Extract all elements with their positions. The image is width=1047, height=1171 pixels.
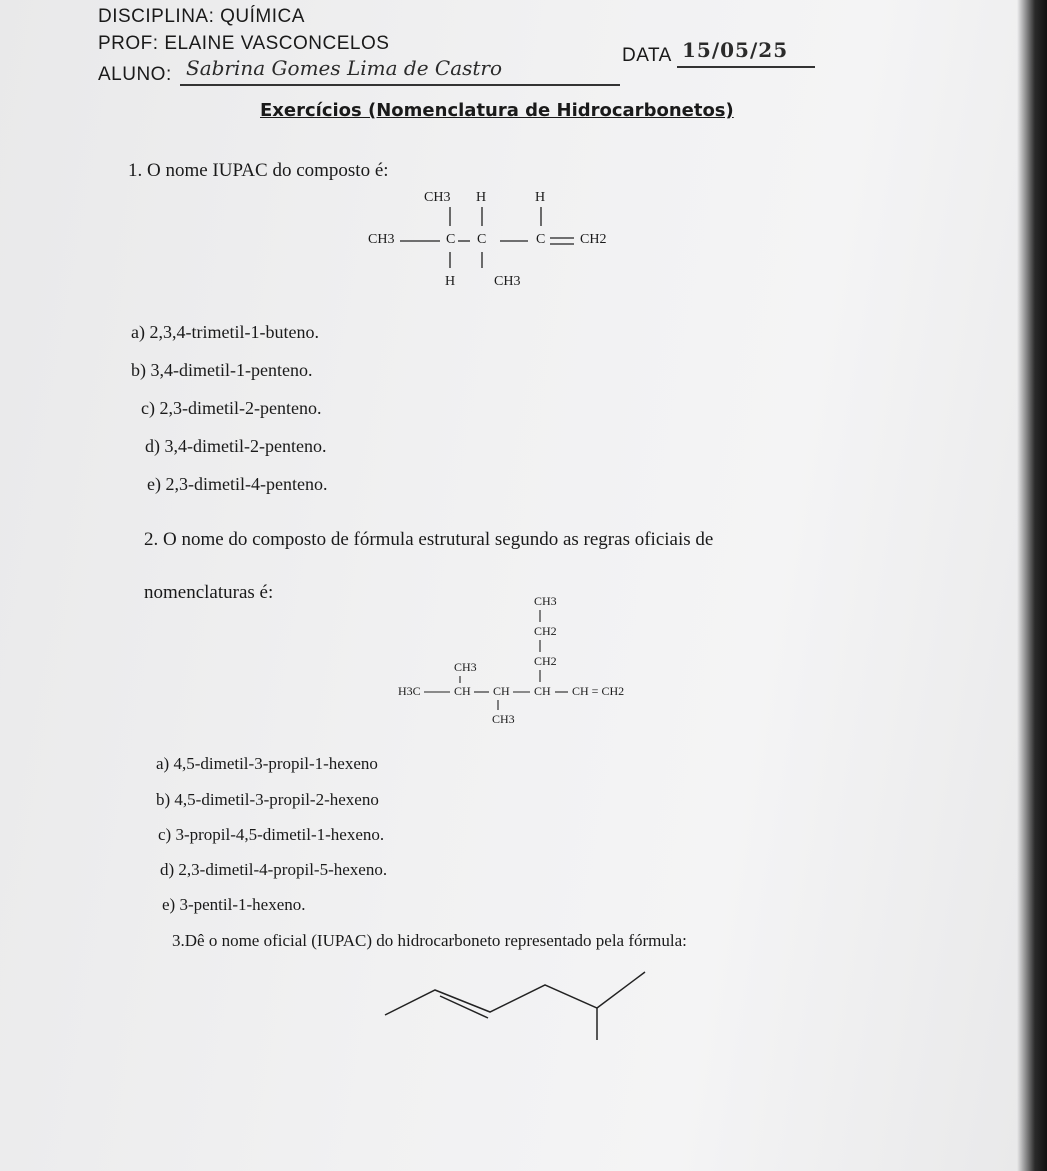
worksheet-title: Exercícios (Nomenclatura de Hidrocarbonetos) xyxy=(260,100,734,121)
q2-option-a: a) 4,5-dimetil-3-propil-1-hexeno xyxy=(156,754,378,773)
q1-carbon-2: C xyxy=(477,232,487,247)
q1-top-ch3: CH3 xyxy=(424,190,451,205)
q2-ch-c: CH xyxy=(534,684,551,698)
discipline-label: DISCIPLINA: QUÍMICA xyxy=(98,6,305,27)
q2-h3c: H3C xyxy=(398,684,421,698)
q3-skeletal-formula xyxy=(385,972,645,1040)
q2-ch2-2: CH2 xyxy=(534,654,557,668)
professor-label: PROF: ELAINE VASCONCELOS xyxy=(98,33,390,54)
q2-top-ch3: CH3 xyxy=(534,594,557,608)
q1-option-d: d) 3,4-dimetil-2-penteno. xyxy=(145,436,327,456)
q2-ch-a: CH xyxy=(454,684,471,698)
q2-bottom-ch3: CH3 xyxy=(492,712,515,726)
q1-option-e: e) 2,3-dimetil-4-penteno. xyxy=(147,474,328,494)
q2-ch-b: CH xyxy=(493,684,510,698)
q1-end-ch2: CH2 xyxy=(580,232,607,247)
q2-ch2-1: CH2 xyxy=(534,624,557,638)
q1-option-c: c) 2,3-dimetil-2-penteno. xyxy=(141,398,322,418)
q3-carbon-chain xyxy=(385,972,645,1015)
q2-option-b: b) 4,5-dimetil-3-propil-2-hexeno xyxy=(156,790,379,809)
date-handwritten: 15/05/25 xyxy=(682,38,789,62)
q2-option-e: e) 3-pentil-1-hexeno. xyxy=(162,895,306,914)
q1-carbon-1: C xyxy=(446,232,456,247)
student-name-handwritten: Sabrina Gomes Lima de Castro xyxy=(186,56,503,80)
q2-tail: CH = CH2 xyxy=(572,684,625,698)
q1-bonds xyxy=(400,207,574,268)
student-label: ALUNO: xyxy=(98,64,172,85)
q3-question: 3.Dê o nome oficial (IUPAC) do hidrocarboneto representado pela fórmula: xyxy=(172,931,687,950)
q1-main-ch3: CH3 xyxy=(368,232,395,247)
q2-branch-ch3: CH3 xyxy=(454,660,477,674)
q1-option-a: a) 2,3,4-trimetil-1-buteno. xyxy=(131,322,319,342)
q1-carbon-3: C xyxy=(536,232,546,247)
q2-bonds xyxy=(424,610,568,710)
q1-bottom-ch3: CH3 xyxy=(494,274,521,289)
q2-option-c: c) 3-propil-4,5-dimetil-1-hexeno. xyxy=(158,825,385,844)
date-label: DATA xyxy=(622,45,672,66)
q1-option-b: b) 3,4-dimetil-1-penteno. xyxy=(131,360,313,380)
q2-option-d: d) 2,3-dimetil-4-propil-5-hexeno. xyxy=(160,860,388,879)
q1-question: 1. O nome IUPAC do composto é: xyxy=(128,160,389,181)
q2-question-line1: 2. O nome do composto de fórmula estrutural segundo as regras oficiais de xyxy=(144,529,714,550)
q1-top-h2: H xyxy=(535,190,546,205)
q2-question-line2: nomenclaturas é: xyxy=(144,582,274,603)
q1-top-h1: H xyxy=(476,190,487,205)
q3-double-bond-line xyxy=(440,996,488,1018)
q1-bottom-h: H xyxy=(445,274,456,289)
